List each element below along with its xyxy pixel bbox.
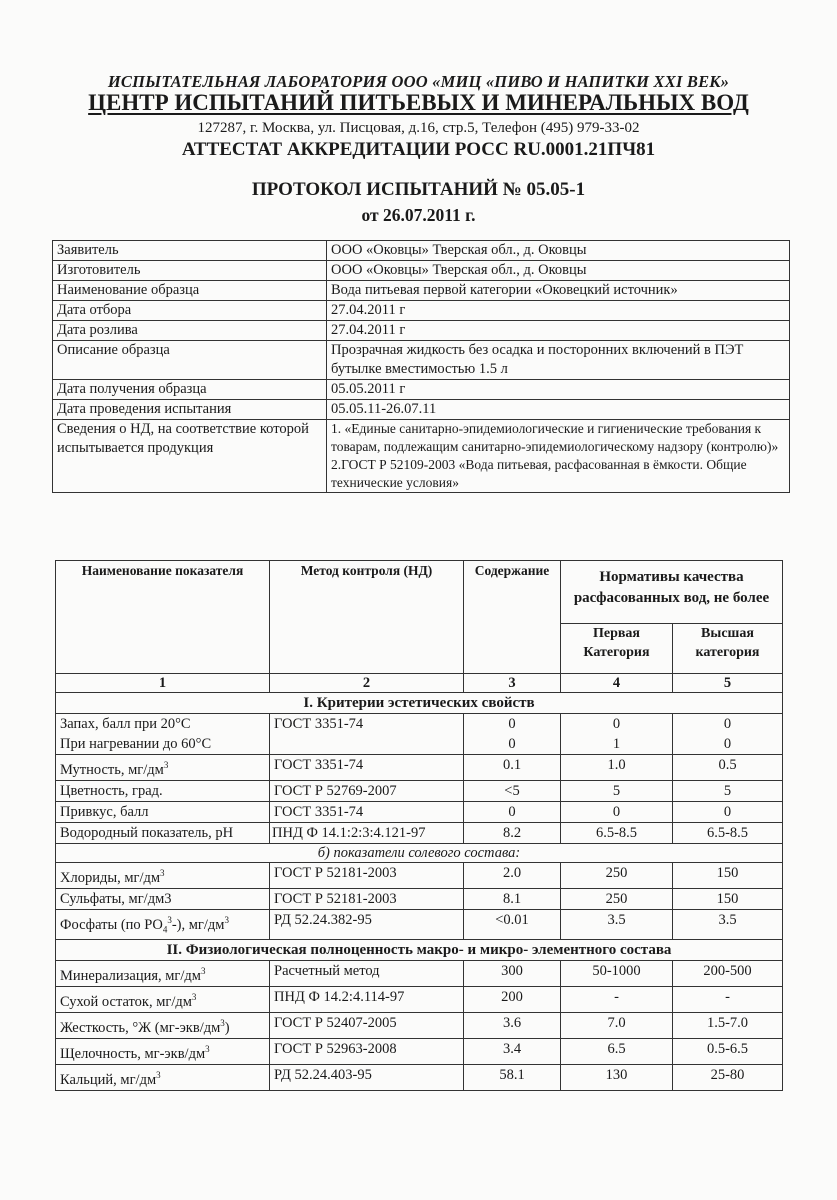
content-value: 3.4 xyxy=(464,1038,561,1064)
indicator-name: Фосфаты (по $PO_4^3-$), $мг/дм^3$ xyxy=(56,909,270,940)
content-value: 8.1 xyxy=(464,888,561,909)
highest-norm: 150 xyxy=(673,862,783,888)
lab-name: ИСПЫТАТЕЛЬНАЯ ЛАБОРАТОРИЯ ООО «МИЦ «ПИВО И НАПИТКИ XXI ВЕК» xyxy=(107,72,730,91)
indicator-name: Привкус, балл xyxy=(56,801,270,822)
highest-norm: 0 xyxy=(673,801,783,822)
table-row xyxy=(56,1013,783,1039)
highest-norm: - xyxy=(673,987,783,1013)
method: ГОСТ Р 52769-2007 xyxy=(270,780,464,801)
first-norm: 0 1 xyxy=(561,714,673,755)
info-row xyxy=(53,261,790,281)
table-row xyxy=(56,909,783,940)
content-value: 0.1 xyxy=(464,755,561,781)
method: ГОСТ 3351-74 xyxy=(270,801,464,822)
table-row xyxy=(56,1038,783,1064)
info-key: Изготовитель xyxy=(53,261,327,281)
content-value: 300 xyxy=(464,961,561,987)
table-row xyxy=(56,714,783,755)
results-table xyxy=(55,560,783,1091)
info-row xyxy=(53,420,790,493)
column-numbers-row xyxy=(56,674,783,693)
center-name: ЦЕНТР ИСПЫТАНИЙ ПИТЬЕВЫХ И МИНЕРАЛЬНЫХ ВОД xyxy=(88,90,749,115)
subsection-title: б) показатели солевого состава: xyxy=(56,843,783,862)
info-value: 27.04.2011 г xyxy=(327,321,790,341)
col-number: 5 xyxy=(673,674,783,693)
col-first-header: Первая Категория xyxy=(561,623,673,673)
nd-ref-1: 1. «Единые санитарно-эпидемиологические и гигиенические требования к товарам, подлежащим санитарно-эпидемиологическому надзору (контролю)» xyxy=(331,421,779,454)
info-key: Описание образца xyxy=(53,341,327,380)
highest-norm: 200-500 xyxy=(673,961,783,987)
info-row xyxy=(53,321,790,341)
section-title: I. Критерии эстетических свойств xyxy=(56,693,783,714)
indicator-name: Хлориды, $мг/дм^3$ xyxy=(56,862,270,888)
method: РД 52.24.403-95 xyxy=(270,1064,464,1090)
table-row xyxy=(56,801,783,822)
info-value: 05.05.2011 г xyxy=(327,380,790,400)
table-row xyxy=(56,780,783,801)
col-number: 2 xyxy=(270,674,464,693)
content-value: <5 xyxy=(464,780,561,801)
info-value: 27.04.2011 г xyxy=(327,301,790,321)
nd-ref-2: 2.ГОСТ Р 52109-2003 «Вода питьевая, расфасованная в ёмкости. Общие технические условия» xyxy=(331,457,747,490)
highest-norm: 0 0 xyxy=(673,714,783,755)
info-value xyxy=(327,420,790,493)
info-value: 05.05.11-26.07.11 xyxy=(327,400,790,420)
col-number: 1 xyxy=(56,674,270,693)
highest-norm: 5 xyxy=(673,780,783,801)
sample-info-table xyxy=(52,240,790,493)
content-value: <0.01 xyxy=(464,909,561,940)
content-value: 200 xyxy=(464,987,561,1013)
info-key: Дата отбора xyxy=(53,301,327,321)
col-norms-header: Нормативы качества расфасованных вод, не более xyxy=(561,561,783,624)
content-value: 8.2 xyxy=(464,822,561,843)
info-value: Прозрачная жидкость без осадка и посторонних включений в ПЭТ бутылке вместимостью 1.5 л xyxy=(327,341,790,380)
subsection-row xyxy=(56,843,783,862)
content-value: 58.1 xyxy=(464,1064,561,1090)
info-row xyxy=(53,301,790,321)
info-key: Наименование образца xyxy=(53,281,327,301)
accreditation: АТТЕСТАТ АККРЕДИТАЦИИ РОСС RU.0001.21ПЧ81 xyxy=(181,139,656,160)
method: ГОСТ Р 52181-2003 xyxy=(270,888,464,909)
first-norm: 0 xyxy=(561,801,673,822)
table-row xyxy=(56,822,783,843)
section-row xyxy=(56,693,783,714)
col-highest-header: Высшая категория xyxy=(673,623,783,673)
info-key: Дата получения образца xyxy=(53,380,327,400)
col-name-header: Наименование показателя xyxy=(56,561,270,674)
info-row xyxy=(53,400,790,420)
first-norm: 6.5 xyxy=(561,1038,673,1064)
highest-norm: 3.5 xyxy=(673,909,783,940)
first-norm: 50-1000 xyxy=(561,961,673,987)
table-row xyxy=(56,961,783,987)
info-key: Дата розлива xyxy=(53,321,327,341)
highest-norm: 150 xyxy=(673,888,783,909)
content-value: 0 xyxy=(464,801,561,822)
method: ПНД Ф 14.2:4.114-97 xyxy=(270,987,464,1013)
highest-norm: 0.5 xyxy=(673,755,783,781)
col-content-header: Содержание xyxy=(464,561,561,674)
first-norm: 5 xyxy=(561,780,673,801)
protocol-title: ПРОТОКОЛ ИСПЫТАНИЙ № 05.05-1 xyxy=(251,179,586,200)
indicator-name: Сульфаты, мг/дм3 xyxy=(56,888,270,909)
indicator-name: Цветность, град. xyxy=(56,780,270,801)
content-value: 0 0 xyxy=(464,714,561,755)
first-norm: 130 xyxy=(561,1064,673,1090)
first-norm: 3.5 xyxy=(561,909,673,940)
header-row xyxy=(56,561,783,624)
highest-norm: 25-80 xyxy=(673,1064,783,1090)
method: ГОСТ 3351-74 xyxy=(270,714,464,755)
method: ПНД Ф 14.1:2:3:4.121-97 xyxy=(270,822,464,843)
info-key: Сведения о НД, на соответствие которой испытывается продукция xyxy=(53,420,327,493)
info-key: Заявитель xyxy=(53,241,327,261)
info-value: ООО «Оковцы» Тверская обл., д. Оковцы xyxy=(327,241,790,261)
info-row xyxy=(53,380,790,400)
address: 127287, г. Москва, ул. Писцовая, д.16, стр.5, Телефон (495) 979-33-02 xyxy=(197,120,640,136)
first-norm: 7.0 xyxy=(561,1013,673,1039)
info-key: Дата проведения испытания xyxy=(53,400,327,420)
table-row xyxy=(56,1064,783,1090)
highest-norm: 6.5-8.5 xyxy=(673,822,783,843)
method: ГОСТ Р 52181-2003 xyxy=(270,862,464,888)
info-row xyxy=(53,341,790,380)
indicator-name: Минерализация, $мг/дм^3$ xyxy=(56,961,270,987)
col-number: 3 xyxy=(464,674,561,693)
table-row xyxy=(56,987,783,1013)
info-row xyxy=(53,241,790,261)
method: РД 52.24.382-95 xyxy=(270,909,464,940)
first-norm: 1.0 xyxy=(561,755,673,781)
first-norm: 6.5-8.5 xyxy=(561,822,673,843)
content-value: 3.6 xyxy=(464,1013,561,1039)
indicator-name: Кальций, $мг/дм^3$ xyxy=(56,1064,270,1090)
indicator-name: Запах, балл при 20°С При нагревании до 60°С xyxy=(56,714,270,755)
indicator-name: Щелочность, $мг-экв/дм^3$ xyxy=(56,1038,270,1064)
info-row xyxy=(53,281,790,301)
section-title: II. Физиологическая полноценность макро- и микро- элементного состава xyxy=(56,940,783,961)
highest-norm: 0.5-6.5 xyxy=(673,1038,783,1064)
table-row xyxy=(56,888,783,909)
indicator-name: Сухой остаток, $мг/дм^3$ xyxy=(56,987,270,1013)
highest-norm: 1.5-7.0 xyxy=(673,1013,783,1039)
info-value: Вода питьевая первой категории «Оковецкий источник» xyxy=(327,281,790,301)
indicator-name: Жесткость, °Ж $(мг-экв/дм^3)$ xyxy=(56,1013,270,1039)
first-norm: - xyxy=(561,987,673,1013)
method: ГОСТ 3351-74 xyxy=(270,755,464,781)
indicator-name: Водородный показатель, рН xyxy=(56,822,270,843)
col-number: 4 xyxy=(561,674,673,693)
protocol-date: от 26.07.2011 г. xyxy=(361,205,476,225)
content-value: 2.0 xyxy=(464,862,561,888)
first-norm: 250 xyxy=(561,862,673,888)
method: ГОСТ Р 52963-2008 xyxy=(270,1038,464,1064)
indicator-name: Мутность, $мг/дм^3$ xyxy=(56,755,270,781)
col-method-header: Метод контроля (НД) xyxy=(270,561,464,674)
section-row xyxy=(56,940,783,961)
method: ГОСТ Р 52407-2005 xyxy=(270,1013,464,1039)
first-norm: 250 xyxy=(561,888,673,909)
table-row xyxy=(56,862,783,888)
info-value: ООО «Оковцы» Тверская обл., д. Оковцы xyxy=(327,261,790,281)
table-row xyxy=(56,755,783,781)
method: Расчетный метод xyxy=(270,961,464,987)
